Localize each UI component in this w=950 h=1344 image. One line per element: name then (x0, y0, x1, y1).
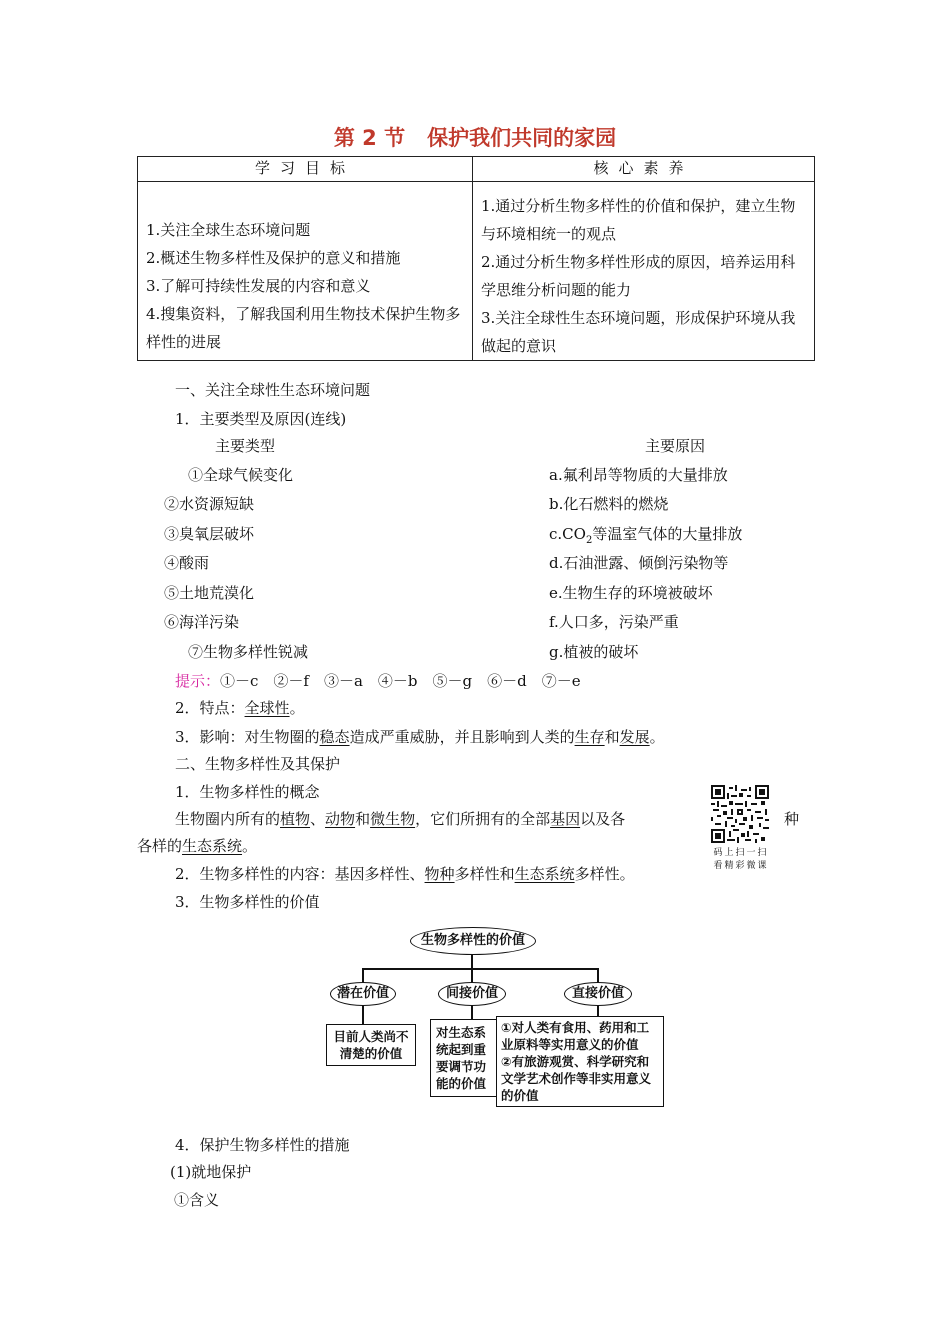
connector (471, 1005, 473, 1019)
goals-table (137, 156, 815, 361)
type-item: ③臭氧层破坏 (164, 525, 255, 543)
concept-text: 、 (310, 810, 326, 828)
reason-c-text: c.CO (549, 525, 586, 543)
subheading: 3．生物多样性的价值 (175, 893, 320, 911)
subheading: 1．生物多样性的概念 (175, 783, 320, 801)
feature-suffix: 。 (289, 699, 305, 717)
qr-code-icon[interactable] (711, 785, 769, 843)
answer-blank: 稳态 (319, 728, 350, 746)
type-item: ②水资源短缺 (164, 495, 255, 513)
section-name: 保护我们共同的家园 (427, 126, 617, 150)
leaf-item: ②有旅游观赏、科学研究和文学艺术创作等非实用意义的价值 (501, 1054, 652, 1103)
answer-blank: 生态系统 (182, 837, 243, 855)
qr-caption: 码上扫一扫 (713, 848, 769, 858)
section-number: 第 2 节 (333, 126, 406, 150)
answer-blank: 物种 (424, 865, 455, 883)
goal-item: 4.搜集资料，了解我国利用生物技术保护生物多样性的进展 (146, 305, 461, 351)
qr-caption: 看精彩微课 (713, 861, 769, 871)
goal-item: 3.了解可持续性发展的内容和意义 (146, 277, 371, 295)
diagram-leaf: 对生态系统起到重要调节功能的价值 (430, 1019, 500, 1097)
diagram-leaf: 目前人类尚不清楚的价值 (326, 1024, 416, 1066)
concept-line-1 (175, 809, 625, 829)
concept-text: 生物圈内所有的 (175, 810, 281, 828)
type-item: ①全球气候变化 (188, 466, 294, 484)
impact-text: 造成严重威胁，并且影响到人类的 (349, 728, 575, 746)
concept-text: 。 (242, 837, 258, 855)
concept-text: ，它们所拥有的全部 (415, 810, 551, 828)
page-title (0, 122, 950, 152)
subheading: 4．保护生物多样性的措施 (175, 1136, 350, 1154)
reason-item: b.化石燃料的燃烧 (549, 495, 669, 513)
reason-c-tail: 等温室气体的大量排放 (592, 525, 743, 543)
diagram-branch: 间接价值 (438, 982, 506, 1006)
section-heading: 一、关注全球性生态环境问题 (175, 381, 371, 399)
type-item: ⑥海洋污染 (164, 613, 240, 631)
concept-text: 和 (355, 810, 371, 828)
subheading: 1．主要类型及原因(连线) (175, 410, 347, 428)
reason-item (549, 524, 742, 551)
diagram-leaf (496, 1016, 664, 1107)
impact-text: 。 (649, 728, 665, 746)
section-heading: 二、生物多样性及其保护 (175, 755, 341, 773)
answer-blank: 基因 (550, 810, 581, 828)
reason-item: g.植被的破坏 (549, 643, 639, 661)
subheading: (1)就地保护 (170, 1163, 252, 1181)
goals-header-left: 学习目标 (138, 157, 473, 182)
reason-c-subscript: 2 (585, 535, 593, 546)
goal-item: 2.概述生物多样性及保护的意义和措施 (146, 249, 401, 267)
connector (471, 954, 473, 968)
answer-blank: 动物 (325, 810, 356, 828)
impact-text: 和 (604, 728, 620, 746)
concept-text: 各样的 (137, 837, 183, 855)
answer-blank: 生态系统 (514, 865, 575, 883)
diagram-branch: 潜在价值 (330, 982, 396, 1006)
content-text: 2．生物多样性的内容：基因多样性、 (175, 865, 425, 883)
literacy-item: 1.通过分析生物多样性的价值和保护，建立生物与环境相统一的观点 (481, 197, 796, 243)
feature-prefix: 2．特点： (175, 699, 245, 717)
column-header-reasons: 主要原因 (645, 437, 706, 455)
answer-blank: 生存 (574, 728, 605, 746)
answer-blank: 植物 (280, 810, 311, 828)
literacy-item: 3.关注全球性生态环境问题，形成保护环境从我做起的意识 (481, 309, 796, 355)
type-item: ⑤土地荒漠化 (164, 584, 255, 602)
content-text: 多样性。 (574, 865, 635, 883)
concept-text: 以及各 (580, 810, 626, 828)
column-header-types: 主要类型 (215, 437, 276, 455)
answer-blank: 发展 (619, 728, 650, 746)
reason-item: d.石油泄露、倾倒污染物等 (549, 554, 729, 572)
impact-line (175, 727, 665, 747)
reason-item: f.人口多，污染严重 (549, 613, 679, 631)
subheading: ①含义 (174, 1191, 220, 1209)
content-text: 多样性和 (454, 865, 515, 883)
type-item: ⑦生物多样性锐减 (188, 643, 309, 661)
hint-label: 提示： (175, 672, 221, 690)
answer-blank: 全球性 (244, 699, 290, 717)
concept-line-end: 种 (784, 810, 800, 828)
goal-item: 1.关注全球生态环境问题 (146, 221, 311, 239)
connector (362, 1005, 364, 1024)
feature-line (175, 698, 305, 718)
diagram-root: 生物多样性的价值 (410, 927, 536, 955)
type-item: ④酸雨 (164, 554, 210, 572)
connector (362, 968, 364, 982)
core-literacy-cell (473, 182, 815, 361)
connector (597, 1005, 599, 1016)
learning-goals-cell (138, 182, 473, 361)
hint-text: ①－c ②－f ③－a ④－b ⑤－g ⑥－d ⑦－e (220, 672, 581, 690)
content-line (175, 864, 635, 884)
concept-line-2 (137, 836, 257, 856)
connector (362, 968, 598, 970)
hint (175, 671, 581, 691)
reason-item: a.氟利昂等物质的大量排放 (549, 466, 728, 484)
diagram-branch: 直接价值 (564, 982, 632, 1006)
leaf-item: ①对人类有食用、药用和工业原料等实用意义的价值 (501, 1020, 650, 1052)
connector (471, 968, 473, 982)
impact-text: 3．影响：对生物圈的 (175, 728, 320, 746)
answer-blank: 微生物 (370, 810, 416, 828)
connector (597, 968, 599, 982)
literacy-item: 2.通过分析生物多样性形成的原因，培养运用科学思维分析问题的能力 (481, 253, 796, 299)
goals-header-right: 核心素养 (473, 157, 815, 182)
reason-item: e.生物生存的环境被破坏 (549, 584, 713, 602)
